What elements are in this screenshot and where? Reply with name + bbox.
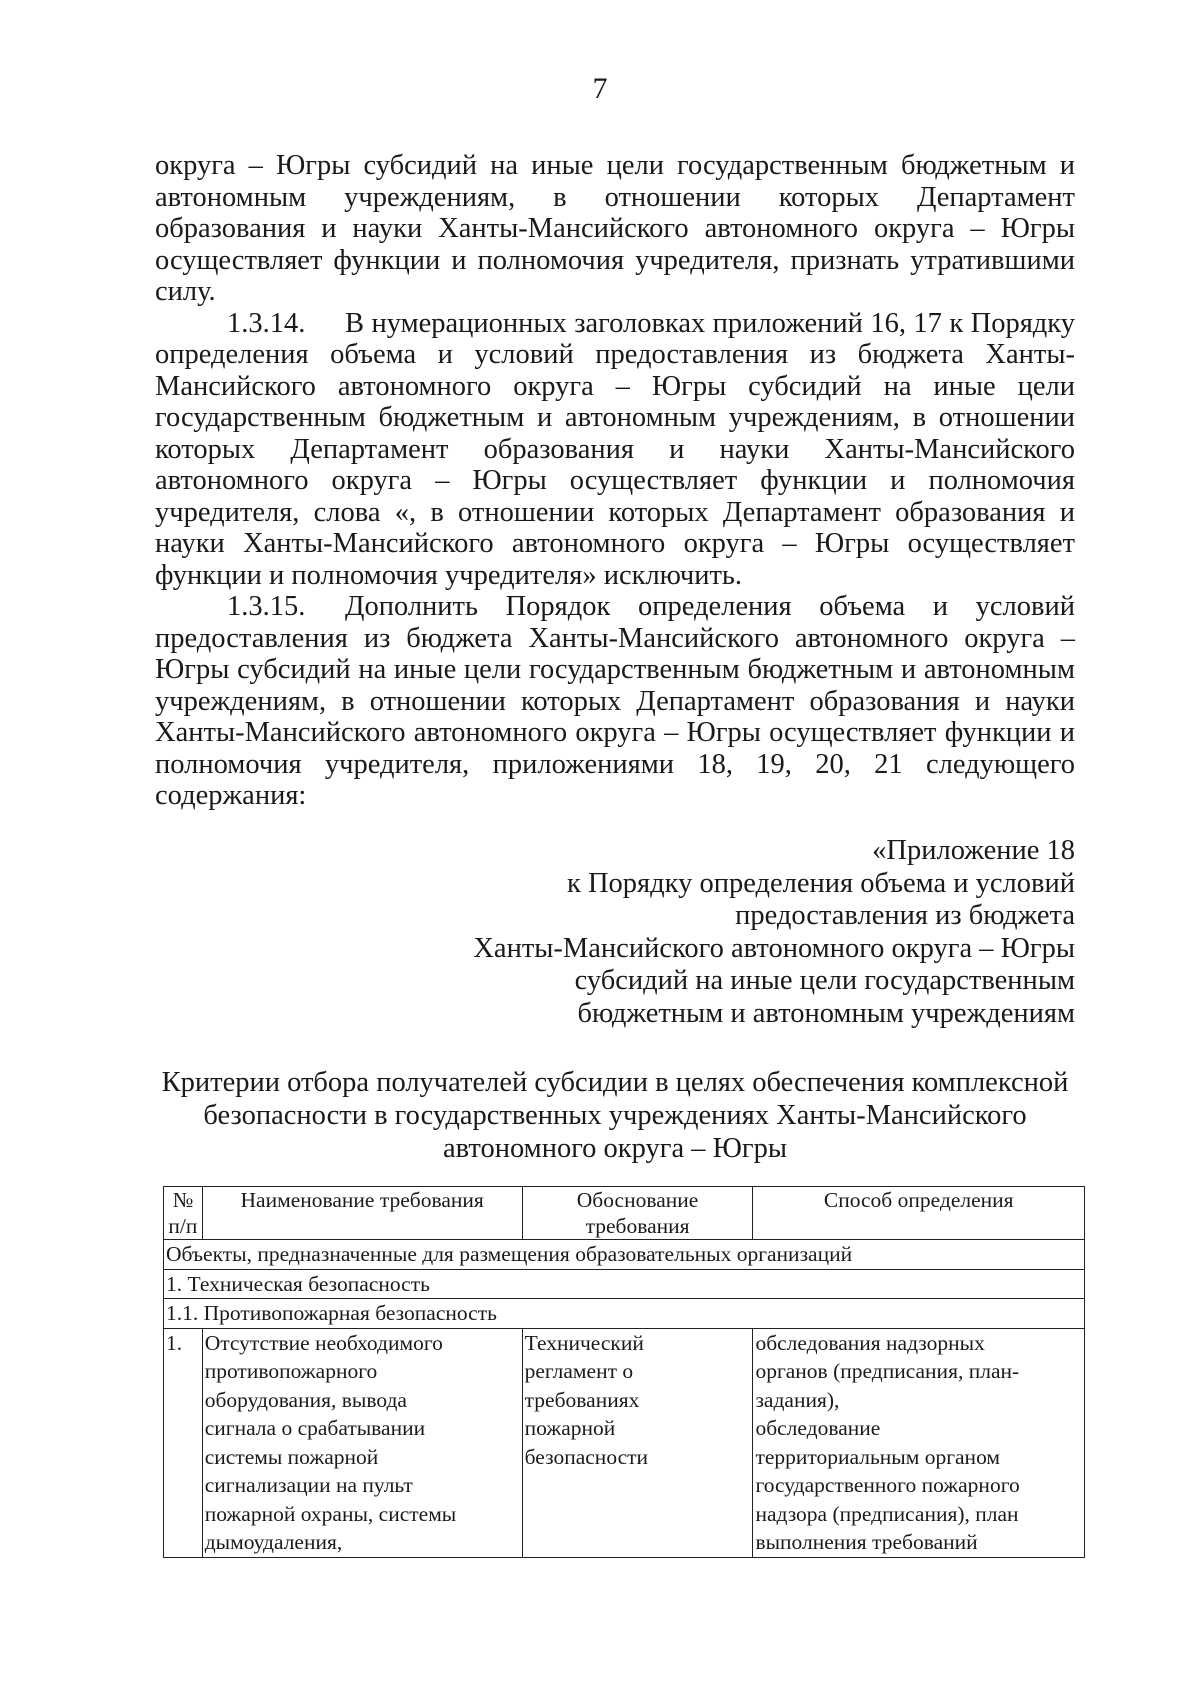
item-number: 1.3.14. [227, 307, 306, 339]
header-method: Способ определения [753, 1187, 1085, 1240]
cell-line: безопасности [524, 1444, 649, 1469]
cell-line: задания), [755, 1387, 840, 1412]
body-text [155, 150, 1075, 812]
section-row [164, 1299, 1085, 1329]
paragraph-continuation: округа – Югры субсидий на иные цели государственным бюджетным и автономным учреждениям, в отношении которых Департамент образования и науки Ханты-Мансийского автономного округа – Югры осуществляет функции и полномочия учредителя, признать утратившими силу. [155, 150, 1075, 307]
appendix-line: «Приложение 18 [872, 835, 1075, 866]
item-1-3-14 [155, 308, 1075, 592]
appendix-line: предоставления из бюджета [735, 900, 1075, 931]
appendix-heading [435, 835, 1075, 1030]
header-basis: Обоснование требования [522, 1187, 753, 1240]
cell-line: органов (предписания, план- [755, 1359, 1020, 1383]
cell-line: выполнения требований [755, 1530, 978, 1554]
section-technical: 1. Техническая безопасность [164, 1269, 1085, 1299]
section-fire: 1.1. Противопожарная безопасность [164, 1299, 1085, 1329]
cell-line: требованиях [524, 1387, 640, 1412]
row-requirement [202, 1328, 522, 1557]
item-text: Дополнить Порядок определения объема и условий предоставления из бюджета Ханты-Мансийского автономного округа – Югры субсидий на иные цели государственным бюджетным и автономным учреждениям, в отношении которых Департамент образования и науки Ханты-Мансийского автономного округа – Югры осуществляет функции и полномочия учредителя, приложениями 18, 19, 20, 21 следующего содержания: [155, 591, 1075, 811]
table-header-row [164, 1187, 1085, 1240]
cell-line: дымоудаления, [204, 1530, 343, 1554]
item-text: В нумерационных заголовках приложений 16, 17 к Порядку определения объема и условий предоставления из бюджета Ханты-Мансийского автономного округа – Югры субсидий на иные цели государственным бюджетным и автономным учреждениям, в отношении которых Департамент образования и науки Ханты-Мансийского автономного округа – Югры осуществляет функции и полномочия учредителя, слова «, в отношении которых Департамент образования и науки Ханты-Мансийского автономного округа – Югры осуществляет функции и полномочия учредителя» исключить. [155, 307, 1075, 591]
cell-line: сигнализации на пульт [204, 1473, 413, 1497]
section-objects: Объекты, предназначенные для размещения образовательных организаций [164, 1240, 1085, 1270]
appendix-line: к Порядку определения объема и условий [566, 867, 1075, 899]
cell-line: регламент о [524, 1359, 634, 1383]
title-line: автономного округа – Югры [442, 1133, 788, 1164]
item-1-3-15 [155, 591, 1075, 812]
appendix-line: субсидий на иные цели государственным [574, 965, 1075, 996]
item-number: 1.3.15. [227, 591, 306, 622]
section-row [164, 1269, 1085, 1299]
header-requirement: Наименование требования [202, 1187, 522, 1240]
title-line: безопасности в государственных учреждениях Ханты-Мансийского [203, 1100, 1027, 1131]
cell-line: пожарной охраны, системы [204, 1501, 457, 1526]
cell-line: сигнала о срабатывании [204, 1416, 426, 1440]
title-line: Критерии отбора получателей субсидии в целях обеспечения комплексной [161, 1067, 1069, 1098]
cell-line: системы пожарной [204, 1444, 379, 1469]
cell-line: государственного пожарного [755, 1473, 1020, 1497]
header-number: № п/п [164, 1187, 203, 1240]
row-method [753, 1328, 1085, 1557]
document-title [155, 1066, 1075, 1165]
cell-line: противопожарного [204, 1359, 378, 1383]
row-basis [522, 1328, 753, 1557]
criteria-table [163, 1186, 1085, 1558]
cell-line: территориальным органом [755, 1444, 1001, 1469]
table-row [164, 1328, 1085, 1557]
cell-line: Технический [524, 1330, 644, 1355]
cell-line: оборудования, вывода [204, 1387, 407, 1412]
cell-line: обследование [755, 1416, 881, 1440]
cell-line: пожарной [524, 1416, 616, 1440]
cell-line: надзора (предписания), план [755, 1501, 1019, 1526]
page-number: 7 [592, 72, 608, 105]
appendix-line: Ханты-Мансийского автономного округа – Югры [473, 932, 1075, 964]
appendix-line: бюджетным и автономным учреждениям [577, 997, 1075, 1029]
cell-line: Отсутствие необходимого [204, 1330, 443, 1355]
cell-line: обследования надзорных [755, 1330, 985, 1355]
section-row [164, 1240, 1085, 1270]
row-number: 1. [164, 1328, 203, 1557]
